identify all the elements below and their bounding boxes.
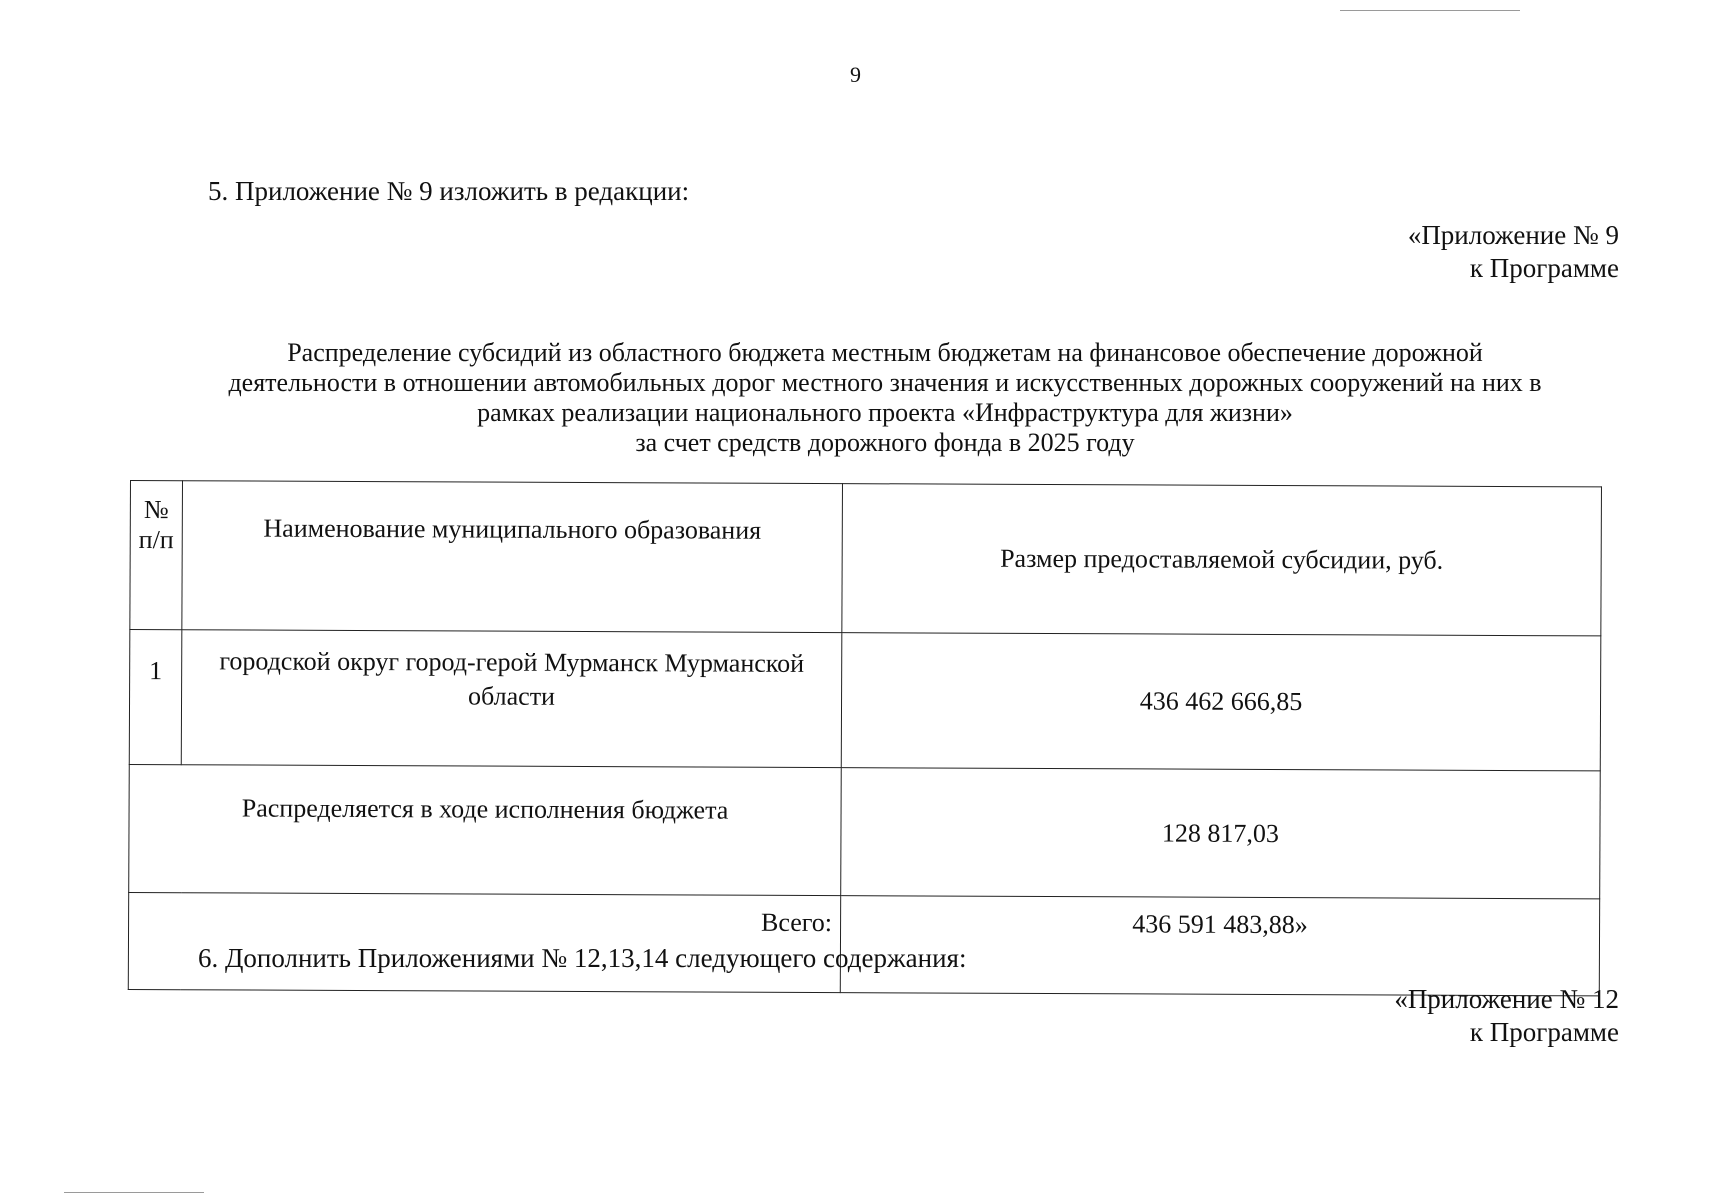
- title-line2: деятельности в отношении автомобильных дорог местного значения и искусственных дорожных сооружений на них в: [228, 368, 1542, 397]
- title-line1: Распределение субсидий из областного бюджета местным бюджетам на финансовое обеспечение дорожной: [287, 338, 1483, 367]
- annex-12-line2: к Программе: [1469, 1017, 1619, 1047]
- header-name-cell: Наименование муниципального образования: [182, 481, 843, 633]
- table-header-row: [130, 481, 1602, 636]
- title-line3: рамках реализации национального проекта «Инфраструктура для жизни»: [477, 398, 1293, 427]
- row-name-line1: городской округ город-герой Мурманск Мурманской: [219, 646, 805, 678]
- row-name-cell: [181, 630, 842, 768]
- annex-12-heading: [1394, 983, 1619, 1049]
- annex-12-line1: «Приложение № 12: [1394, 984, 1619, 1014]
- scan-artifact-bottom: [64, 1192, 204, 1193]
- subsidy-table: [128, 480, 1602, 996]
- paragraph-5: 5. Приложение № 9 изложить в редакции:: [208, 176, 690, 206]
- distributed-row: [129, 764, 1601, 898]
- distributed-label-cell: Распределяется в ходе исполнения бюджета: [129, 764, 842, 895]
- annex-9-line2: к Программе: [1469, 253, 1619, 283]
- header-num-cell: [130, 481, 183, 630]
- row-amount-cell: 436 462 666,85: [841, 633, 1601, 771]
- document-title: [120, 338, 1650, 458]
- row-num-cell: 1: [129, 630, 182, 765]
- title-line4: за счет средств дорожного фонда в 2025 году: [635, 428, 1135, 457]
- page-number: 9: [850, 62, 861, 87]
- total-label-cell: Всего:: [128, 892, 840, 992]
- header-amount-cell: Размер предоставляемой субсидии, руб.: [842, 484, 1602, 636]
- annex-9-heading: [1408, 219, 1619, 285]
- scan-artifact-top: [1340, 10, 1520, 11]
- paragraph-6: 6. Дополнить Приложениями № 12,13,14 следующего содержания:: [198, 943, 967, 973]
- annex-9-line1: «Приложение № 9: [1407, 220, 1619, 250]
- total-amount-cell: 436 591 483,88»: [840, 896, 1599, 996]
- header-num-line2: п/п: [138, 525, 174, 555]
- table-row: [129, 630, 1601, 771]
- row-name-line2: области: [468, 681, 556, 711]
- subsidy-table-wrapper: [128, 480, 1602, 996]
- header-num-line1: №: [143, 495, 169, 525]
- distributed-amount-cell: 128 817,03: [841, 768, 1601, 899]
